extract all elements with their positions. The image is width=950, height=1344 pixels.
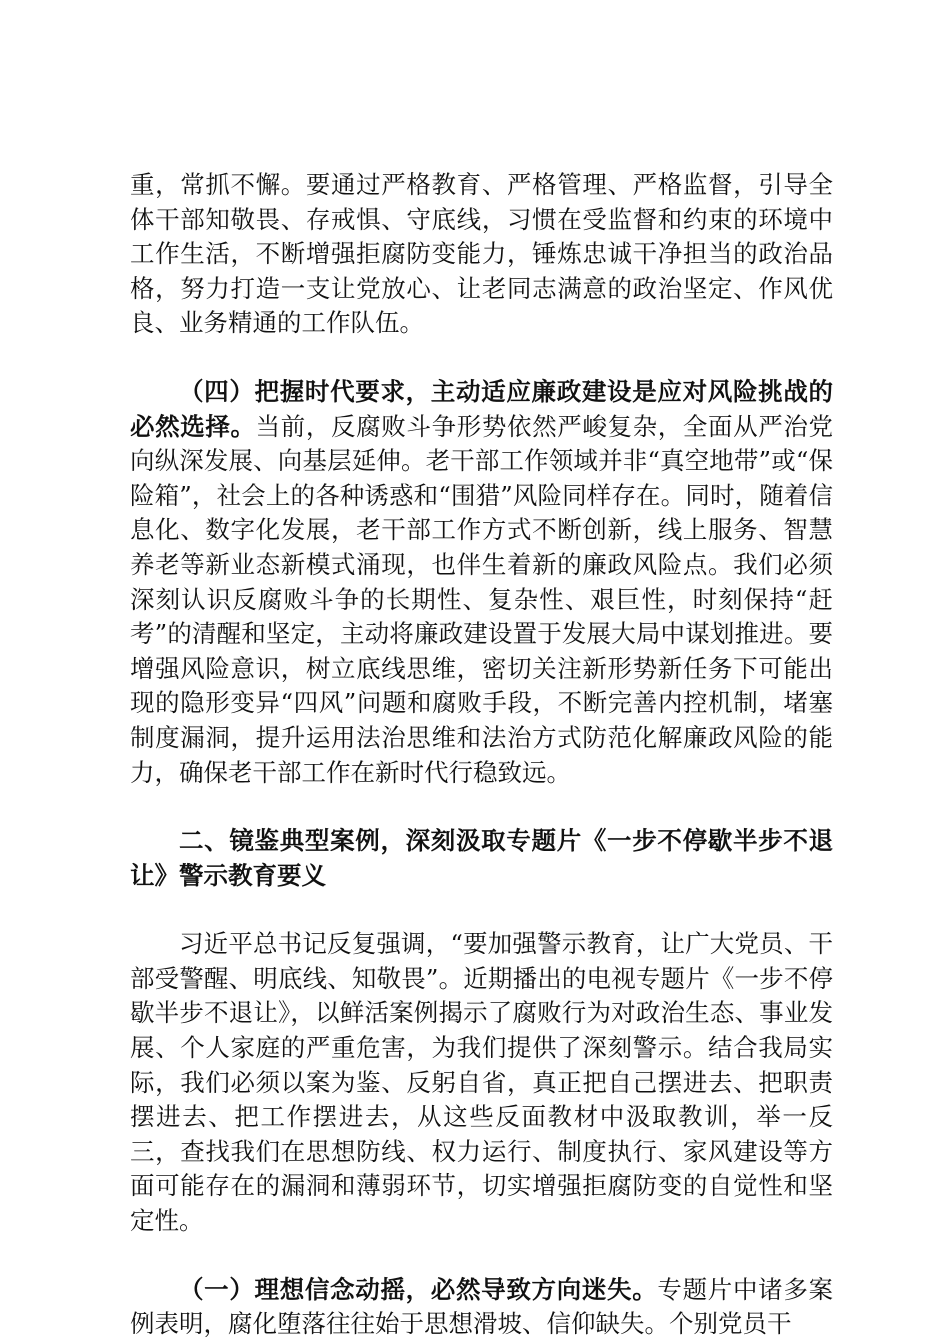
paragraph-intro-two <box>130 927 833 1238</box>
paragraph-text: 习近平总书记反复强调，“要加强警示教育，让广大党员、干部受警醒、明底线、知敬畏”。近期播出的电视专题片《一步不停歇半步不退让》，以鲜活案例揭示了腐败行为对政治生态、事业发展、个人家庭的严重危害，为我们提供了深刻警示。结合我局实际，我们必须以案为鉴、反躬自省，真正把自己摆进去、把职责摆进去、把工作摆进去，从这些反面教材中汲取教训，举一反三，查找我们在思想防线、权力运行、制度执行、家风建设等方面可能存在的漏洞和薄弱环节，切实增强拒腐防变的自觉性和坚定性。 <box>130 929 833 1236</box>
paragraph-section-four <box>130 375 833 790</box>
section-heading-two: 二、镜鉴典型案例，深刻汲取专题片《一步不停歇半步不退让》警示教育要义 <box>130 826 833 890</box>
subsection-one-lead: （一）理想信念动摇，必然导致方向迷失。 <box>179 1274 658 1304</box>
paragraph-subsection-one <box>130 1273 833 1342</box>
paragraph-continuation <box>130 168 833 341</box>
section-four-body: 当前，反腐败斗争形势依然严峻复杂，全面从严治党向纵深发展、向基层延伸。老干部工作领域并非“真空地带”或“保险箱”，社会上的各种诱惑和“围猎”风险同样存在。同时，随着信息化、数字化发展，老干部工作方式不断创新，线上服务、智慧养老等新业态新模式涌现，也伴生着新的廉政风险点。我们必须深刻认识反腐败斗争的长期性、复杂性、艰巨性，时刻保持“赶考”的清醒和坚定，主动将廉政建设置于发展大局中谋划推进。要增强风险意识，树立底线思维，密切关注新形势新任务下可能出现的隐形变异“四风”问题和腐败手段，不断完善内控机制，堵塞制度漏洞，提升运用法治思维和法治方式防范化解廉政风险的能力，确保老干部工作在新时代行稳致远。 <box>130 411 834 787</box>
paragraph-text: 重，常抓不懈。要通过严格教育、严格管理、严格监督，引导全体干部知敬畏、存戒惧、守底线，习惯在受监督和约束的环境中工作生活，不断增强拒腐防变能力，锤炼忠诚干净担当的政治品格，努力打造一支让党放心、让老同志满意的政治坚定、作风优良、业务精通的工作队伍。 <box>130 170 833 338</box>
section-four-lead: （四）把握时代要求，主动适应廉政建设是应对风险挑战的必然选择。 <box>130 376 833 441</box>
document-body <box>130 168 833 1342</box>
subsection-one-body: 专题片中诸多案例表明，腐化堕落往往始于思想滑坡、信仰缺失。个别党员干 <box>130 1274 834 1339</box>
